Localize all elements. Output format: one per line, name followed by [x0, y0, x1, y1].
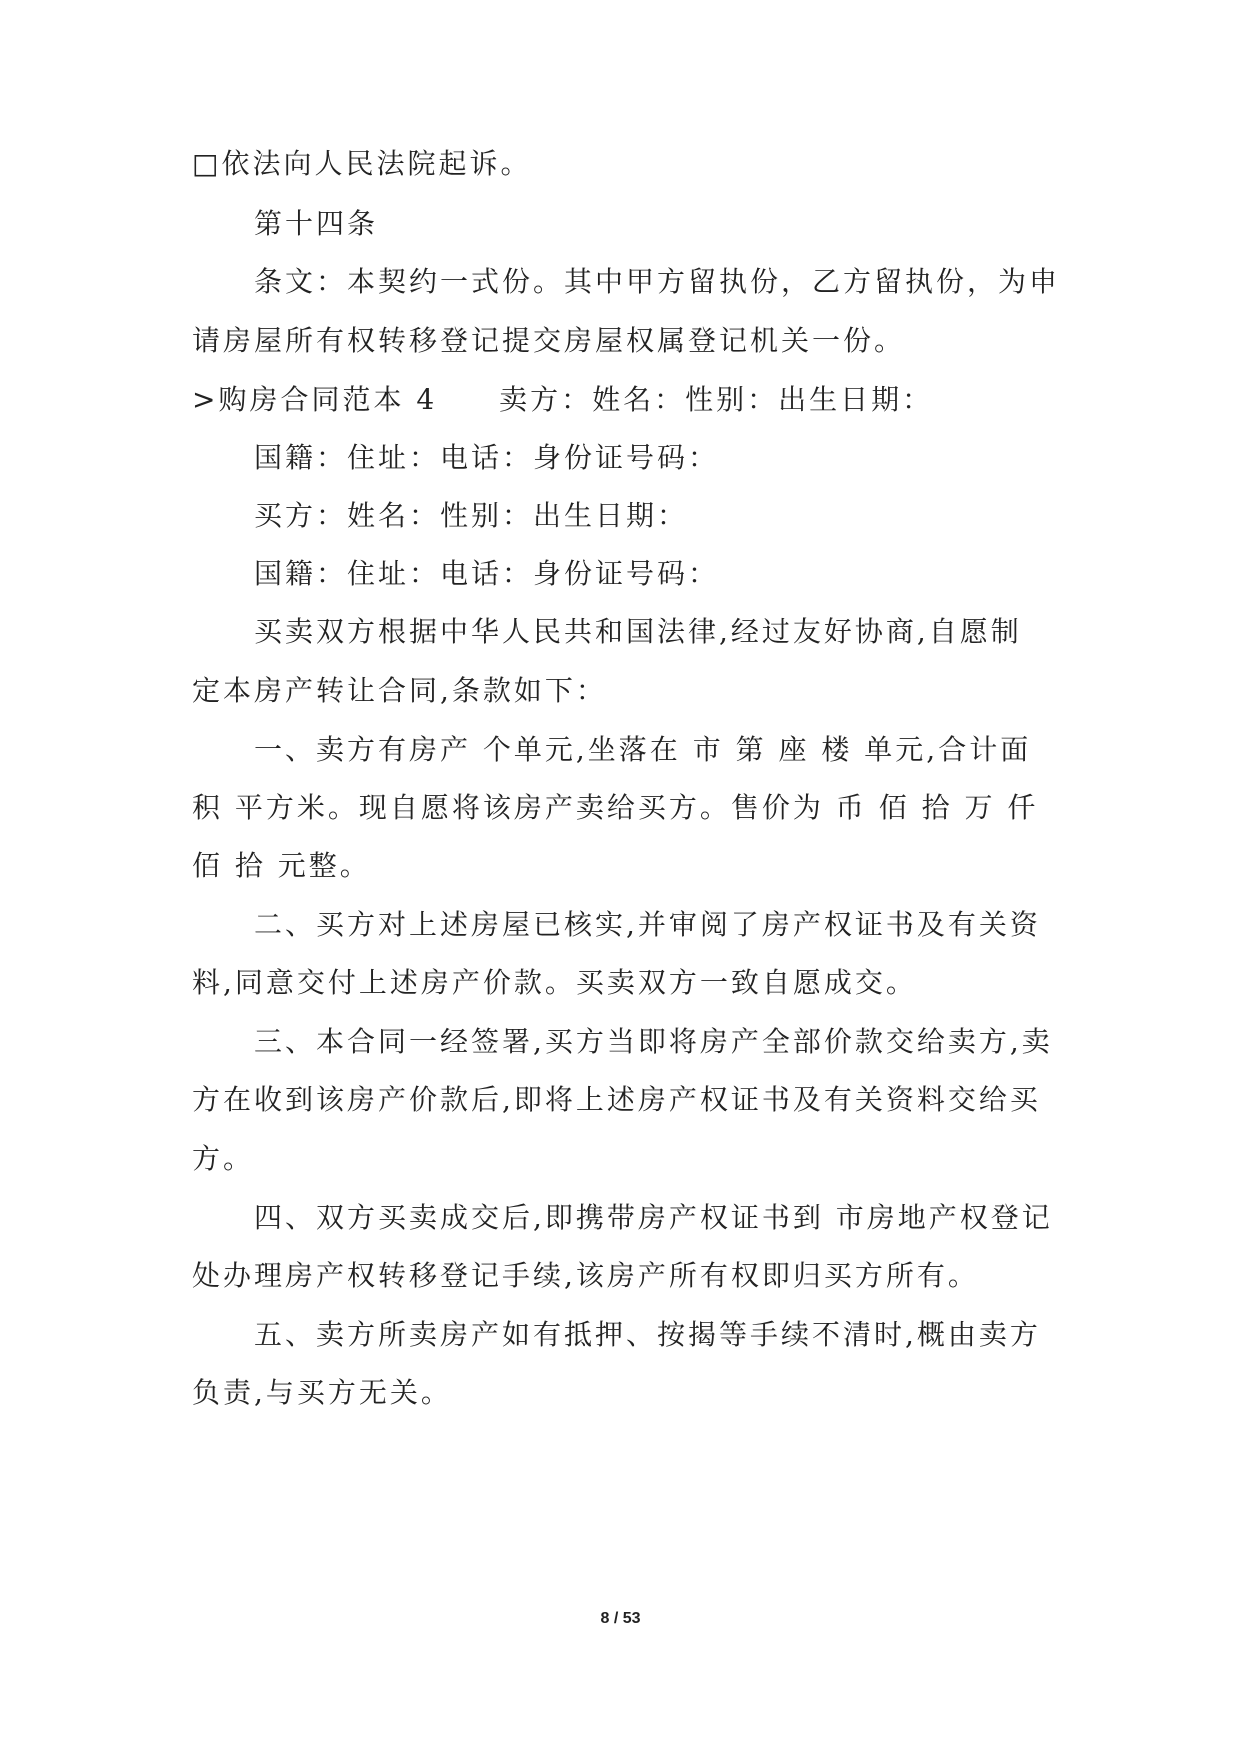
clause-line: 方在收到该房产价款后,即将上述房产权证书及有关资料交给买 [192, 1083, 1041, 1116]
clause-line: 二、买方对上述房屋已核实,并审阅了房产权证书及有关资 [254, 908, 1041, 941]
paragraph-line: 条文：本契约一式份。其中甲方留执份，乙方留执份，为申 [254, 265, 1061, 298]
clause-line: 三、本合同一经签署,买方当即将房产全部价款交给卖方,卖 [254, 1025, 1053, 1058]
article-heading: 第十四条 [254, 207, 379, 240]
paragraph-line: 买卖双方根据中华人民共和国法律,经过友好协商,自愿制 [254, 615, 1022, 648]
clause-line: 积 平方米。现自愿将该房产卖给买方。售价为 币 佰 拾 万 仟 [192, 791, 1039, 824]
paragraph-line: 定本房产转让合同,条款如下： [192, 674, 607, 707]
buyer-info-line: 国籍：住址：电话：身份证号码： [254, 557, 720, 590]
paragraph-line: 请房屋所有权转移登记提交房屋权属登记机关一份。 [192, 324, 906, 357]
clause-line: 处办理房产权转移登记手续,该房产所有权即归买方所有。 [192, 1259, 979, 1292]
section-heading: >购房合同范本 4 卖方：姓名：性别：出生日期： [192, 383, 934, 416]
clause-line: 五、卖方所卖房产如有抵押、按揭等手续不清时,概由卖方 [254, 1318, 1041, 1351]
clause-line: 四、双方买卖成交后,即携带房产权证书到 市房地产权登记 [254, 1201, 1053, 1234]
page-number: 8 / 53 [600, 1610, 641, 1627]
buyer-info-line: 买方：姓名：性别：出生日期： [254, 499, 689, 532]
paragraph-line: □依法向人民法院起诉。 [192, 147, 532, 180]
clause-line: 料,同意交付上述房产价款。买卖双方一致自愿成交。 [192, 966, 917, 999]
clause-line: 佰 拾 元整。 [192, 849, 371, 882]
clause-line: 负责,与买方无关。 [192, 1376, 452, 1409]
clause-line: 一、卖方有房产 个单元,坐落在 市 第 座 楼 单元,合计面 [254, 733, 1032, 766]
seller-info-line: 国籍：住址：电话：身份证号码： [254, 441, 720, 474]
clause-line: 方。 [192, 1142, 255, 1175]
